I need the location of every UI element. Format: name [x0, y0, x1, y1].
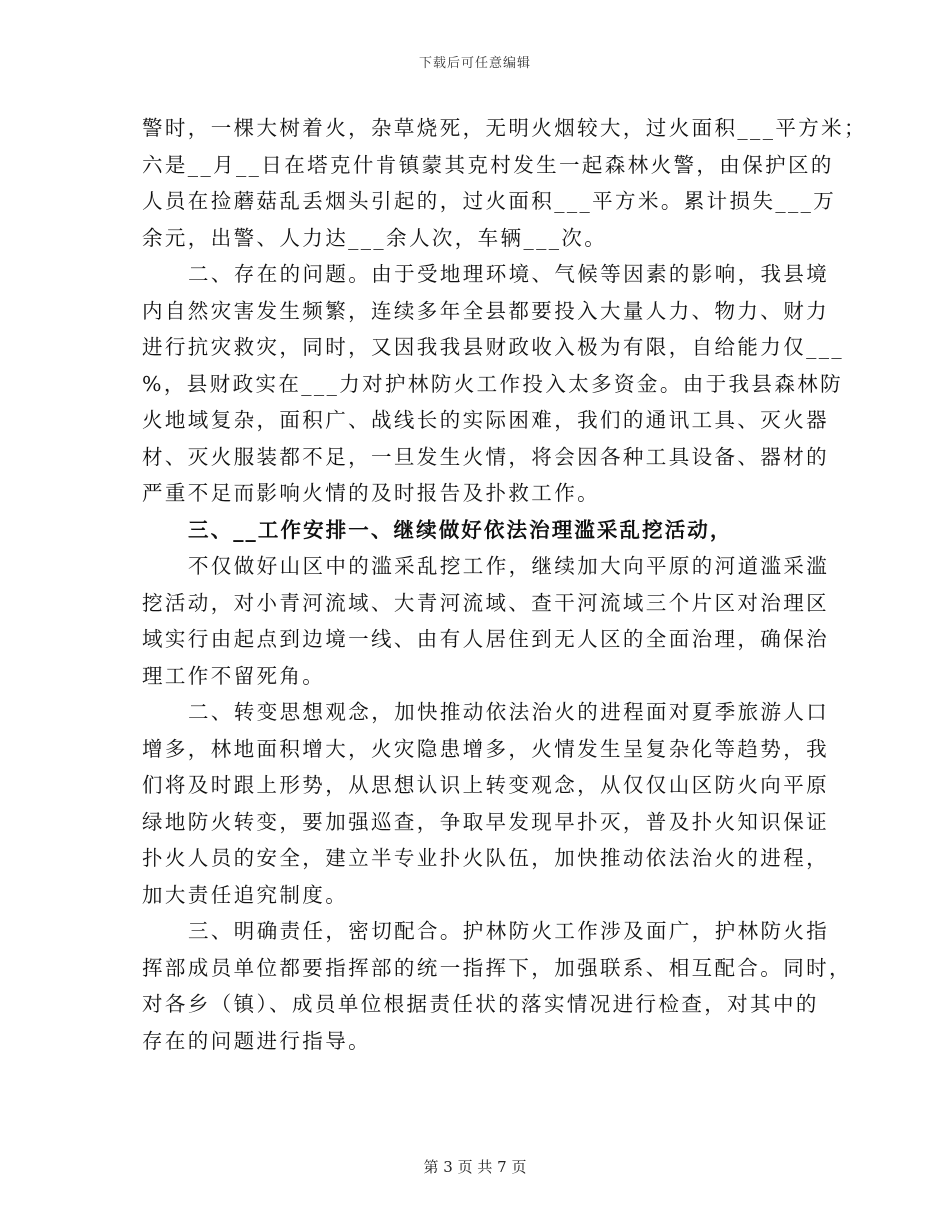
paragraph-line: 挥部成员单位都要指挥部的统一指挥下，加强联系、相互配合。同时， [142, 955, 852, 980]
paragraph-line: 内自然灾害发生频繁，连续多年全县都要投入大量人力、物力、财力 [142, 298, 829, 323]
paragraph-line: 六是__月__日在塔克什肯镇蒙其克村发生一起森林火警，由保护区的 [142, 152, 834, 177]
section-heading: 三、__工作安排一、继续做好依法治理滥采乱挖活动， [188, 517, 733, 542]
paragraph-line: 理工作不留死角。 [142, 663, 326, 688]
paragraph-line: %，县财政实在___力对护林防火工作投入太多资金。由于我县森林防 [142, 371, 844, 396]
page-footer: 第 3 页 共 7 页 [423, 1158, 527, 1176]
paragraph-line: 二、存在的问题。由于受地理环境、气候等因素的影响，我县境 [188, 262, 830, 286]
paragraph-line: 扑火人员的安全，建立半专业扑火队伍，加快推动依法治火的进程， [142, 846, 829, 870]
paragraph-line: 存在的问题进行指导。 [142, 1028, 371, 1053]
paragraph-line: 对各乡（镇）、成员单位根据责任状的落实情况进行检查，对其中的 [142, 992, 819, 1016]
paragraph-line: 域实行由起点到边境一线、由有人居住到无人区的全面治理，确保治 [142, 627, 829, 651]
paragraph-line: 进行抗灾救灾，同时，又因我我县财政收入极为有限，自给能力仅___ [142, 335, 845, 359]
paragraph-line: 加大责任追究制度。 [142, 882, 349, 907]
paragraph-line: 们将及时跟上形势，从思想认识上转变观念，从仅仅山区防火向平原 [142, 773, 829, 797]
paragraph-line: 绿地防火转变，要加强巡查，争取早发现早扑灭，普及扑火知识保证 [142, 809, 829, 834]
paragraph-line: 挖活动，对小青河流域、大青河流域、查干河流域三个片区对治理区 [142, 590, 829, 615]
paragraph-line: 二、转变思想观念，加快推动依法治火的进程面对夏季旅游人口 [188, 700, 830, 724]
paragraph-line: 材、灭火服装都不足，一旦发生火情，将会因各种工具设备、器材的 [142, 444, 829, 469]
paragraph-line: 火地域复杂，面积广、战线长的实际困难，我们的通讯工具、灭火器 [142, 408, 829, 432]
paragraph-line: 人员在捡蘑菇乱丢烟头引起的，过火面积___平方米。累计损失___万 [142, 189, 837, 213]
paragraph-line: 增多，林地面积增大，火灾隐患增多，火情发生呈复杂化等趋势，我 [142, 736, 829, 761]
paragraph-line: 严重不足而影响火情的及时报告及扑救工作。 [142, 481, 600, 505]
paragraph-line: 余元，出警、人力达___余人次，车辆___次。 [142, 225, 608, 250]
paragraph-line: 警时，一棵大树着火，杂草烧死，无明火烟较大，过火面积___平方米； [142, 116, 867, 140]
page-header: 下载后可任意编辑 [418, 56, 531, 71]
paragraph-line: 不仅做好山区中的滥采乱挖工作，继续加大向平原的河道滥采滥 [188, 554, 830, 578]
document-body [142, 110, 867, 1059]
paragraph-line: 三、明确责任，密切配合。护林防火工作涉及面广，护林防火指 [188, 919, 830, 943]
